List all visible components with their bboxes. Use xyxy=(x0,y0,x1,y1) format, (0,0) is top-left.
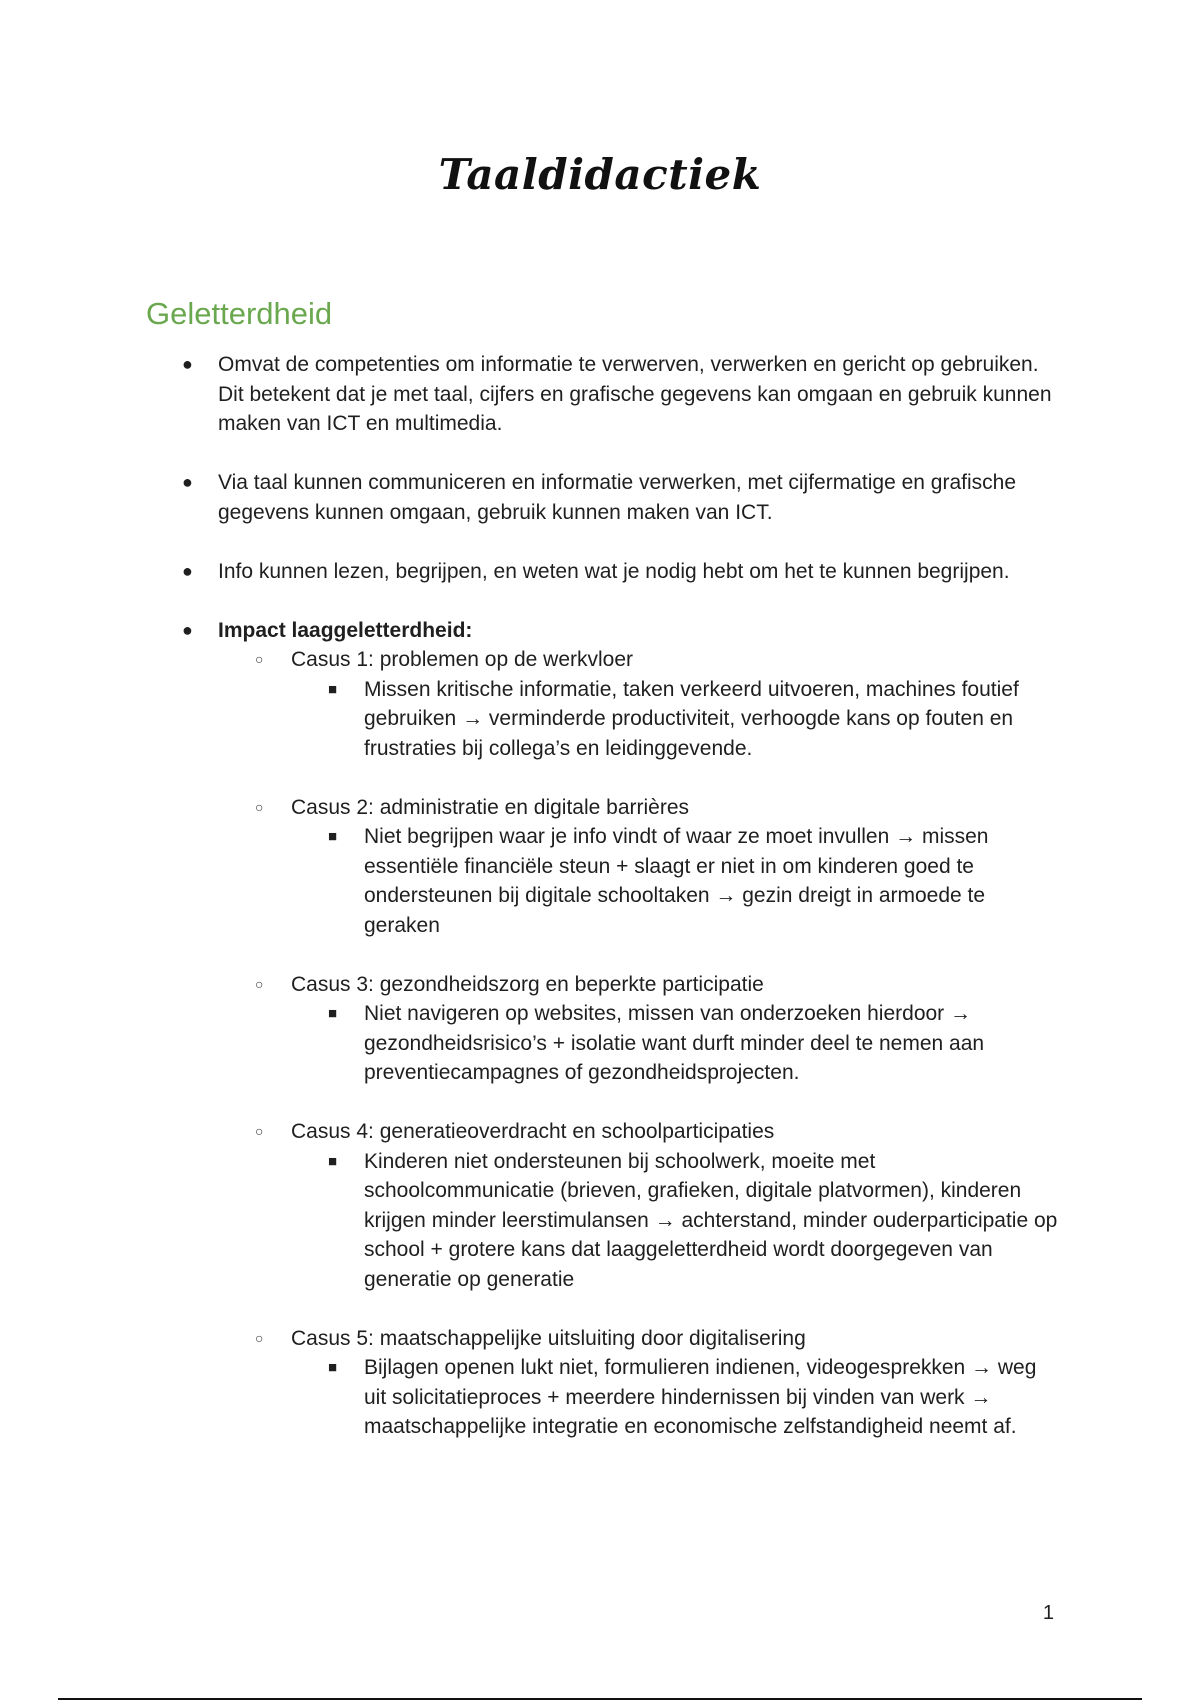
impact-heading: Impact laaggeletterdheid: xyxy=(218,618,473,642)
bullet-square-icon: ■ xyxy=(328,1359,338,1376)
case-title: Casus 1: problemen op de werkvloer xyxy=(291,648,634,671)
document-body xyxy=(0,350,1200,1442)
bullet-circle-icon: ○ xyxy=(255,1329,264,1346)
bullet-disc-icon: ● xyxy=(182,619,193,640)
list-item-impact xyxy=(0,616,1060,646)
case-detail-text: Niet navigeren op websites, missen van onderzoeken hierdoor → gezondheidsrisico’s + isolatie want durft minder deel te nemen aan preventiecampagnes of gezondheidsprojecten. xyxy=(364,1002,985,1084)
list-item-text: Via taal kunnen communiceren en informatie verwerken, met cijfermatige en grafische gegevens kunnen omgaan, gebruik kunnen maken van ICT. xyxy=(218,471,1016,524)
bullet-circle-icon: ○ xyxy=(255,1123,264,1139)
bullet-square-icon: ■ xyxy=(328,1005,338,1022)
case-detail xyxy=(0,675,1060,764)
case-title: Casus 5: maatschappelijke uitsluiting door digitalisering xyxy=(291,1326,806,1350)
bullet-circle-icon: ○ xyxy=(255,651,264,667)
bullet-square-icon: ■ xyxy=(328,1152,338,1170)
section-heading: Geletterdheid xyxy=(146,296,333,331)
case-title: Casus 3: gezondheidszorg en beperkte participatie xyxy=(291,972,764,996)
case-detail-text: Kinderen niet ondersteunen bij schoolwerk, moeite met schoolcommunicatie (brieven, grafieken, digitale platvormen), kinderen krijgen minder leerstimulansen → achterstand, minder ouderparticipatie op school + grotere kans dat laaggeletterdheid wordt doorgegeven van generatie op generatie xyxy=(364,1149,1058,1291)
case-detail xyxy=(0,1353,1060,1442)
page-number: 1 xyxy=(1042,1602,1054,1624)
case-detail xyxy=(0,1147,1060,1295)
list-item xyxy=(0,468,1060,527)
list-item-text: Info kunnen lezen, begrijpen, en weten wat je nodig hebt om het te kunnen begrijpen. xyxy=(218,559,1010,583)
bullet-disc-icon: ● xyxy=(182,354,193,374)
list-item-text: Omvat de competenties om informatie te verwerven, verwerken en gericht op gebruiken. Dit betekent dat je met taal, cijfers en grafische gegevens kan omgaan en gebruik kunnen maken van ICT en multimedia. xyxy=(218,353,1052,435)
bullet-square-icon: ■ xyxy=(328,680,338,698)
case-detail-text: Niet begrijpen waar je info vindt of waar ze moet invullen → missen essentiële financiële steun + slaagt er niet in om kinderen goed te ondersteunen bij digitale schooltaken → gezin dreigt in armoede te geraken xyxy=(364,825,989,937)
case-title: Casus 4: generatieoverdracht en schoolparticipaties xyxy=(291,1120,775,1143)
case-detail-text: Bijlagen openen lukt niet, formulieren indienen, videogesprekken → weg uit solicitatieproces + meerdere hindernissen bij vinden van werk → maatschappelijke integratie en economische zelfstandigheid neemt af. xyxy=(364,1356,1037,1438)
case-item xyxy=(0,793,1060,823)
bullet-disc-icon: ● xyxy=(182,560,193,581)
bullet-circle-icon: ○ xyxy=(255,975,264,992)
case-title: Casus 2: administratie en digitale barrières xyxy=(291,795,690,819)
case-item xyxy=(0,645,1060,675)
list-item xyxy=(0,350,1060,439)
case-detail xyxy=(0,822,1060,940)
case-detail xyxy=(0,999,1060,1088)
case-item xyxy=(0,970,1060,1000)
bullet-circle-icon: ○ xyxy=(255,798,264,815)
case-item xyxy=(0,1117,1060,1147)
bullet-disc-icon: ● xyxy=(182,472,193,492)
case-item xyxy=(0,1324,1060,1354)
bullet-square-icon: ■ xyxy=(328,828,338,845)
case-detail-text: Missen kritische informatie, taken verkeerd uitvoeren, machines foutief gebruiken → verminderde productiviteit, verhoogde kans op fouten en frustraties bij collega’s en leidinggevende. xyxy=(364,677,1019,760)
list-item xyxy=(0,557,1060,587)
page-title: Taaldidactiek xyxy=(438,150,762,199)
